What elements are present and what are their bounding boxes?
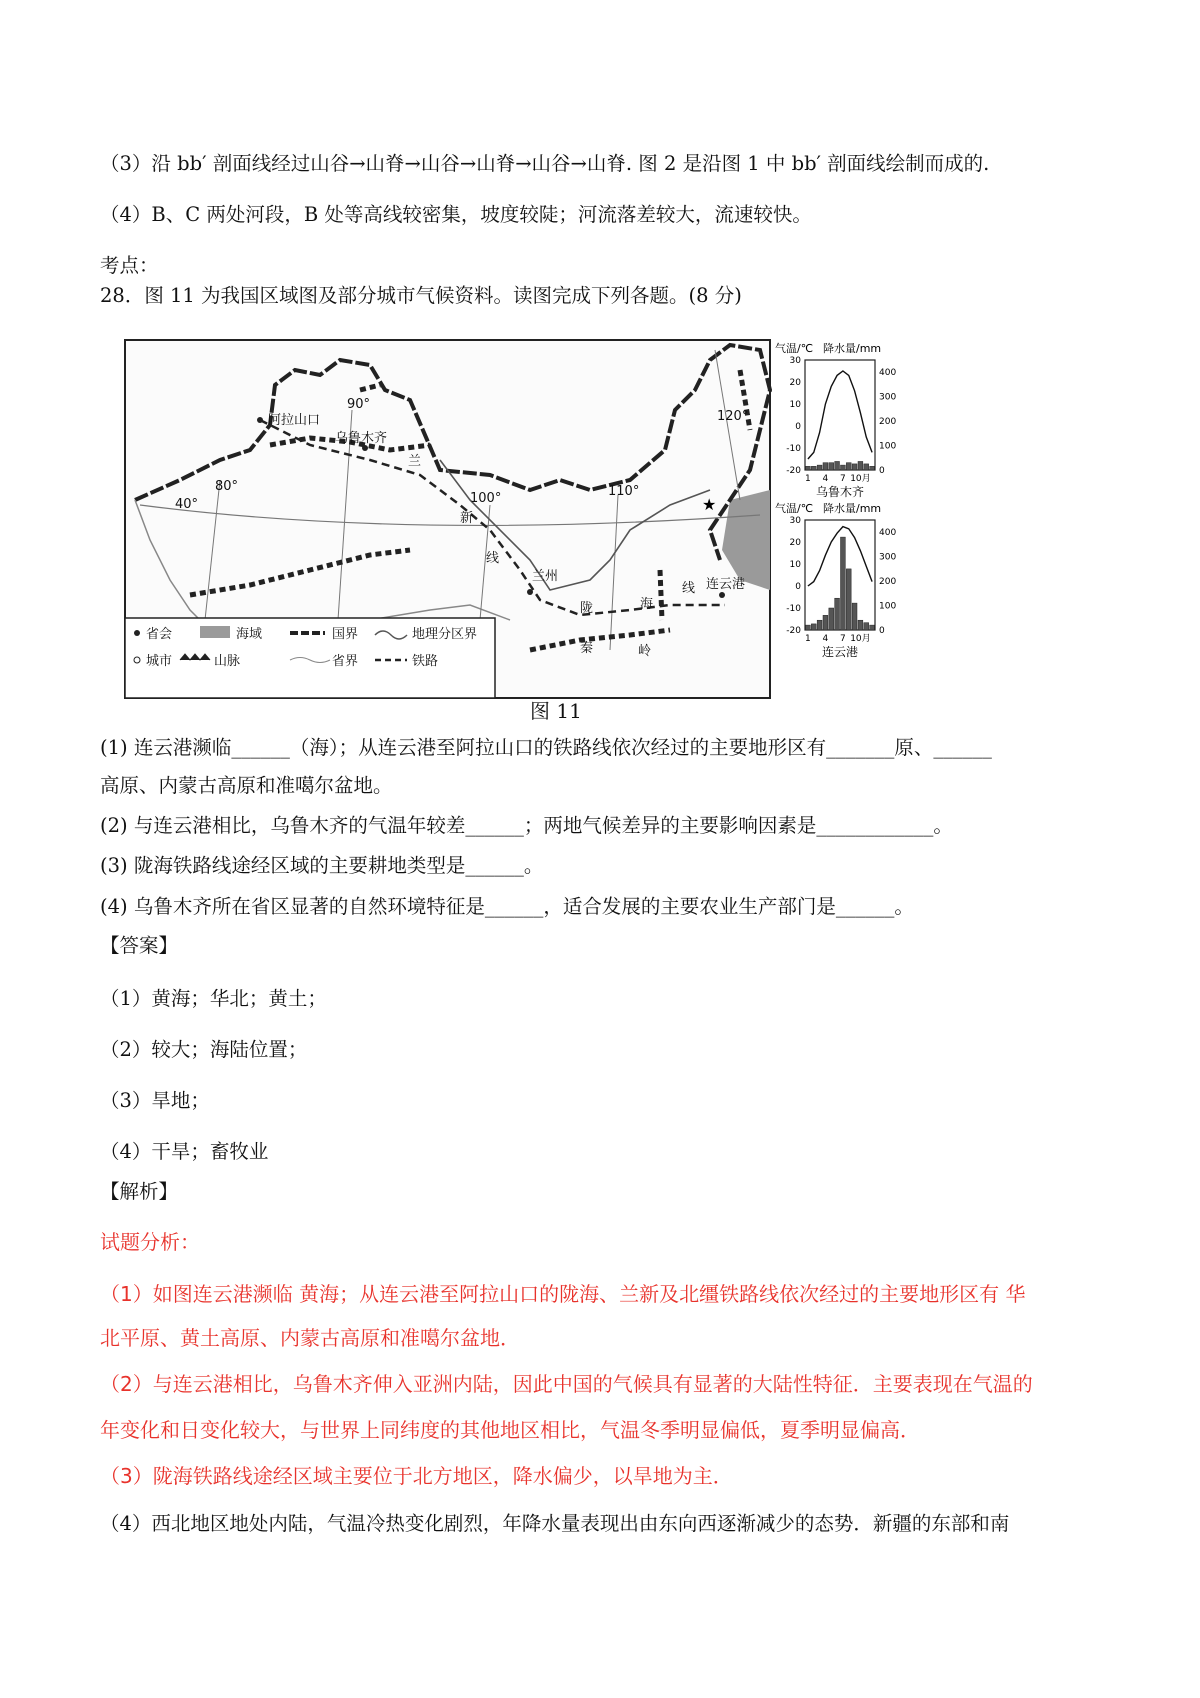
legend-province-border: 省界 bbox=[332, 654, 359, 669]
figure-caption: 图 11 bbox=[530, 699, 582, 723]
precipitation-bar bbox=[858, 461, 863, 470]
label-urumqi: 乌鲁木齐 bbox=[335, 431, 388, 446]
analysis-heading: 【解析】 bbox=[100, 1180, 179, 1203]
chart-month-label: 1 bbox=[805, 634, 811, 644]
chart-month-label: 1 bbox=[805, 474, 811, 484]
chart-left-tick: 30 bbox=[789, 516, 801, 526]
label-lanzhou: 兰州 bbox=[532, 569, 559, 584]
city-lanzhou bbox=[527, 589, 533, 595]
label-long: 陇 bbox=[580, 601, 594, 616]
precipitation-bar bbox=[806, 466, 811, 470]
chart-right-tick: 100 bbox=[879, 441, 897, 452]
chart-right-tick: 300 bbox=[879, 552, 897, 563]
precipitation-bar bbox=[864, 623, 869, 630]
city-lianyungang bbox=[719, 592, 725, 598]
climate-chart-lianyungang bbox=[775, 501, 896, 659]
chart-left-tick: 30 bbox=[789, 356, 801, 366]
label-xin: 新 bbox=[460, 511, 474, 526]
answer-heading: 【答案】 bbox=[100, 934, 179, 957]
prev-answer-p3: （3）沿 bb′ 剖面线经过山谷→山脊→山谷→山脊→山谷→山脊. 图 2 是沿图 1 中 bb′ 剖面线绘制而成的. bbox=[100, 152, 990, 175]
chart-month-label: 10月 bbox=[850, 634, 871, 644]
label-xian2: 线 bbox=[682, 581, 696, 596]
precipitation-bar bbox=[835, 598, 840, 630]
label-ling: 岭 bbox=[638, 644, 652, 659]
chart-month-label: 4 bbox=[822, 474, 829, 484]
chart-left-title: 气温/℃ bbox=[775, 502, 814, 515]
analysis-r3: （3）陇海铁路线途经区域主要位于北方地区，降水偏少，以旱地为主． bbox=[100, 1464, 733, 1488]
label-hai: 海 bbox=[640, 597, 654, 612]
chart-right-tick: 0 bbox=[879, 466, 885, 476]
chart-left-tick: 0 bbox=[795, 582, 801, 592]
chart-left-tick: -20 bbox=[786, 626, 801, 636]
question-stem: 28．图 11 为我国区域图及部分城市气候资料。读图完成下列各题。(8 分) bbox=[100, 284, 742, 307]
map-figure bbox=[110, 330, 990, 730]
chart-right-tick: 400 bbox=[879, 528, 897, 539]
analysis-r1-line1: （1）如图连云港濒临 黄海；从连云港至阿拉山口的陇海、兰新及北缰铁路线依次经过的主要地形区有 华 bbox=[100, 1282, 1026, 1306]
label-deg40: 40° bbox=[175, 497, 199, 512]
precipitation-bar bbox=[858, 620, 863, 630]
answer-a3: （3）旱地； bbox=[100, 1089, 210, 1112]
chart-left-tick: 0 bbox=[795, 422, 801, 432]
chart-right-tick: 200 bbox=[879, 577, 897, 588]
q2: (2) 与连云港相比，乌鲁木齐的气温年较差______；两地气候差异的主要影响因素是____________。 bbox=[100, 814, 953, 837]
chart-right-tick: 100 bbox=[879, 601, 897, 612]
precipitation-bar bbox=[829, 463, 834, 470]
precipitation-bar bbox=[870, 625, 875, 630]
chart-right-tick: 0 bbox=[879, 626, 885, 636]
legend-railway: 铁路 bbox=[412, 654, 439, 669]
climate-chart-urumqi bbox=[775, 341, 896, 499]
legend-capital-symbol bbox=[134, 630, 140, 636]
analysis-r1-line2: 北平原、黄土高原、内蒙古高原和准噶尔盆地． bbox=[100, 1326, 520, 1350]
chart-left-title: 气温/℃ bbox=[775, 342, 814, 355]
chart-left-tick: 20 bbox=[789, 538, 801, 548]
chart-month-label: 7 bbox=[840, 634, 846, 644]
precipitation-bar bbox=[852, 464, 857, 470]
precipitation-bar bbox=[864, 464, 869, 470]
legend-mountain: 山脉 bbox=[214, 654, 241, 669]
analysis-sub: 试题分析： bbox=[100, 1230, 200, 1254]
label-deg120: 120° bbox=[717, 409, 749, 424]
legend-capital: 省会 bbox=[146, 627, 173, 642]
legend-border: 国界 bbox=[332, 627, 359, 642]
precipitation-bar bbox=[841, 465, 846, 470]
label-lianyungang: 连云港 bbox=[706, 577, 746, 592]
precipitation-bar bbox=[835, 461, 840, 470]
analysis-r4: （4）西北地区地处内陆，气温冷热变化剧烈，年降水量表现出由东向西逐渐减少的态势．新疆的东部和南 bbox=[100, 1512, 1010, 1535]
precipitation-bar bbox=[806, 625, 811, 630]
chart-right-title: 降水量/mm bbox=[823, 502, 882, 515]
precipitation-bar bbox=[811, 466, 816, 470]
legend-mountain-symbol bbox=[180, 654, 210, 660]
chart-right-tick: 300 bbox=[879, 392, 897, 403]
precipitation-bar bbox=[870, 466, 875, 470]
q4: (4) 乌鲁木齐所在省区显著的自然环境特征是______，适合发展的主要农业生产部门是______。 bbox=[100, 895, 914, 918]
chart-month-label: 10月 bbox=[850, 474, 871, 484]
chart-month-label: 4 bbox=[822, 634, 829, 644]
precipitation-bar bbox=[841, 537, 846, 630]
precipitation-bar bbox=[811, 624, 816, 630]
precipitation-bar bbox=[829, 608, 834, 630]
analysis-r2-line1: （2）与连云港相比，乌鲁木齐伸入亚洲内陆，因此中国的气候具有显著的大陆性特征．主要表现在气温的 bbox=[100, 1372, 1033, 1396]
chart-left-tick: -10 bbox=[786, 444, 801, 454]
label-deg80: 80° bbox=[215, 479, 239, 494]
legend bbox=[125, 618, 495, 698]
label-deg110: 110° bbox=[608, 484, 640, 499]
analysis-r2-line2: 年变化和日变化较大，与世界上同纬度的其他地区相比，气温冬季明显偏低，夏季明显偏高． bbox=[100, 1418, 920, 1442]
beijing-star: ★ bbox=[702, 495, 717, 514]
chart-month-label: 7 bbox=[840, 474, 846, 484]
q1-line2: 高原、内蒙古高原和准噶尔盆地。 bbox=[100, 774, 393, 797]
label-alashankou: 阿拉山口 bbox=[268, 413, 321, 428]
chart-left-tick: -20 bbox=[786, 466, 801, 476]
chart-plot-frame bbox=[805, 520, 875, 630]
chart-left-tick: 10 bbox=[789, 560, 801, 570]
precipitation-bar bbox=[852, 603, 857, 630]
label-deg90: 90° bbox=[347, 397, 371, 412]
city-alashankou bbox=[257, 417, 263, 423]
chart-right-title: 降水量/mm bbox=[823, 342, 882, 355]
kaodian-label: 考点： bbox=[100, 254, 159, 277]
label-lan: 兰 bbox=[408, 454, 422, 469]
legend-sea: 海域 bbox=[236, 627, 263, 642]
map-svg bbox=[110, 330, 990, 730]
label-deg100: 100° bbox=[470, 491, 502, 506]
q1-line1: (1) 连云港濒临______（海）；从连云港至阿拉山口的铁路线依次经过的主要地形区有_______原、______ bbox=[100, 736, 992, 759]
label-qin: 秦 bbox=[580, 641, 594, 656]
legend-region-border: 地理分区界 bbox=[412, 627, 478, 642]
precipitation-bar bbox=[846, 463, 851, 470]
precipitation-bar bbox=[817, 465, 822, 470]
chart-left-tick: 20 bbox=[789, 378, 801, 388]
precipitation-bar bbox=[823, 463, 828, 470]
chart-right-tick: 200 bbox=[879, 417, 897, 428]
answer-a1: （1）黄海；华北；黄土； bbox=[100, 987, 327, 1010]
chart-left-tick: -10 bbox=[786, 604, 801, 614]
q3: (3) 陇海铁路线途经区域的主要耕地类型是______。 bbox=[100, 854, 544, 877]
chart-left-tick: 10 bbox=[789, 400, 801, 410]
legend-sea-symbol bbox=[200, 626, 230, 638]
answer-a2: （2）较大；海陆位置； bbox=[100, 1038, 308, 1061]
prev-answer-p4: （4）B、C 两处河段，B 处等高线较密集，坡度较陡；河流落差较大，流速较快。 bbox=[100, 203, 812, 226]
legend-city: 城市 bbox=[146, 654, 173, 669]
chart-plot-frame bbox=[805, 360, 875, 470]
chart-city-name: 乌鲁木齐 bbox=[815, 485, 865, 499]
precipitation-bar bbox=[817, 620, 822, 630]
precipitation-bar bbox=[823, 615, 828, 630]
label-xian: 线 bbox=[486, 551, 500, 566]
chart-city-name: 连云港 bbox=[821, 645, 859, 659]
precipitation-bar bbox=[846, 569, 851, 630]
chart-right-tick: 400 bbox=[879, 368, 897, 379]
answer-a4: （4）干旱；畜牧业 bbox=[100, 1140, 269, 1163]
